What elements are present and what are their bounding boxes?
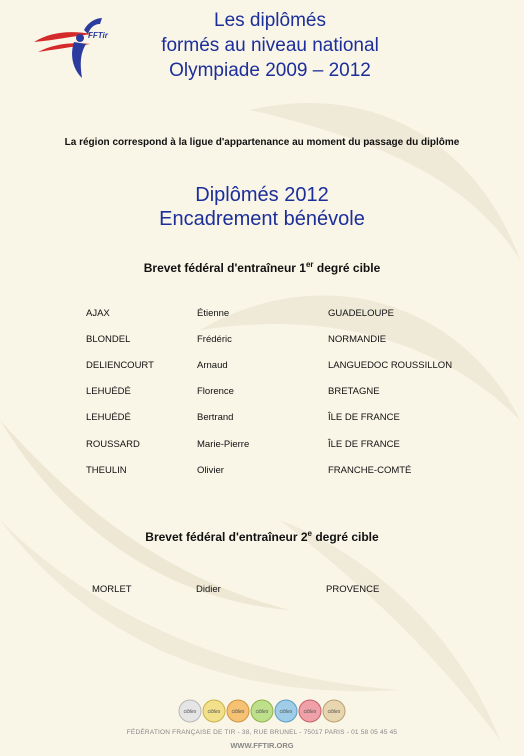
region: LANGUEDOC ROUSSILLON <box>328 360 453 371</box>
brevet-1-title-prefix: Brevet fédéral d'entraîneur 1 <box>143 261 306 275</box>
svg-text:cibles: cibles <box>183 709 197 715</box>
page-title <box>120 8 420 83</box>
nom: AJAX <box>86 308 110 319</box>
nom: DELIENCOURT <box>86 360 154 371</box>
svg-text:cibles: cibles <box>207 709 221 715</box>
svg-text:cibles: cibles <box>279 709 293 715</box>
brevet-2-title-sup: e <box>307 529 312 538</box>
list-item <box>0 386 524 402</box>
nom: LEHUÉDÉ <box>86 386 131 397</box>
cible-logo <box>179 700 201 722</box>
page-title-line-1: Les diplômés <box>214 10 326 31</box>
region: ÎLE DE FRANCE <box>328 439 400 450</box>
cible-logo <box>227 700 249 722</box>
list-item <box>0 360 524 376</box>
nom: LEHUÉDÉ <box>86 412 131 423</box>
prenom: Florence <box>197 386 234 397</box>
cible-logo <box>299 700 321 722</box>
prenom: Bertrand <box>197 412 234 423</box>
brevet-2-title-prefix: Brevet fédéral d'entraîneur 2 <box>145 530 308 544</box>
section-title-line-2: Encadrement bénévole <box>159 208 365 230</box>
footer-cibles-logos <box>178 696 350 724</box>
section-title <box>0 183 524 231</box>
list-item <box>0 412 524 428</box>
prenom: Arnaud <box>197 360 228 371</box>
region: GUADELOUPE <box>328 308 394 319</box>
svg-text:cibles: cibles <box>303 709 317 715</box>
cible-logo <box>251 700 273 722</box>
prenom: Olivier <box>197 465 224 476</box>
brevet-1-title-sup: er <box>305 260 314 269</box>
region: BRETAGNE <box>328 386 380 397</box>
region-note: La région correspond à la ligue d'appartenance au moment du passage du diplôme <box>64 137 460 148</box>
region: PROVENCE <box>326 584 380 595</box>
list-item <box>0 439 524 455</box>
svg-text:cibles: cibles <box>327 709 341 715</box>
nom: THEULIN <box>86 465 127 476</box>
brevet-2-title-suffix: degré cible <box>312 530 379 544</box>
list-item <box>0 584 524 600</box>
nom: ROUSSARD <box>86 439 140 450</box>
region: FRANCHE-COMTÉ <box>328 465 412 476</box>
cible-logo <box>323 700 345 722</box>
prenom: Marie-Pierre <box>197 439 250 450</box>
list-item <box>0 334 524 350</box>
prenom: Frédéric <box>197 334 232 345</box>
cible-logo <box>203 700 225 722</box>
list-item <box>0 308 524 324</box>
svg-text:cibles: cibles <box>255 709 269 715</box>
cible-logo <box>275 700 297 722</box>
svg-text:cibles: cibles <box>231 709 245 715</box>
region: ÎLE DE FRANCE <box>328 412 400 423</box>
page-title-line-2: formés au niveau national <box>161 35 379 56</box>
list-item <box>0 465 524 481</box>
brevet-2-title <box>0 529 524 544</box>
prenom: Didier <box>196 584 221 595</box>
nom: BLONDEL <box>86 334 131 345</box>
logo-text: FFTir <box>88 31 108 40</box>
page-title-line-3: Olympiade 2009 – 2012 <box>169 60 371 81</box>
footer-address: FÉDÉRATION FRANÇAISE DE TIR - 38, RUE BRUNEL - 75017 PARIS - 01 58 05 45 45 <box>126 729 398 736</box>
footer-website-link[interactable]: WWW.FFTIR.ORG <box>230 741 294 750</box>
nom: MORLET <box>92 584 132 595</box>
brevet-1-title-suffix: degré cible <box>313 261 381 275</box>
prenom: Étienne <box>197 308 230 319</box>
fftir-logo <box>30 12 122 82</box>
region: NORMANDIE <box>328 334 387 345</box>
section-title-line-1: Diplômés 2012 <box>195 184 329 206</box>
brevet-1-title <box>0 260 524 275</box>
